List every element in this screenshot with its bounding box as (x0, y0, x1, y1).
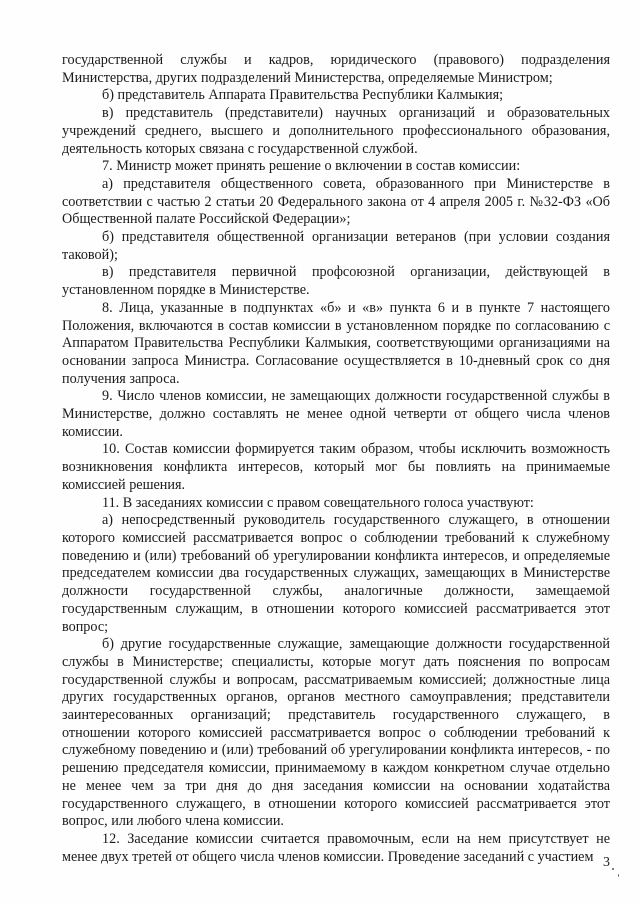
paragraph-8: 8. Лица, указанные в подпунктах «б» и «в» пункта 6 и в пункте 7 настоящего Положения, включаются в состав комиссии в установленном порядке по согласованию с Аппаратом Правительства Республики Калмыкия, соответствующими организациями на основании запроса Министра. Согласование осуществляется в 10-дневный срок со дня получения запроса. (62, 299, 610, 387)
paragraph-9: 9. Число членов комиссии, не замещающих должности государственной службы в Министерстве, должно составлять не менее одной четверти от общего числа членов комиссии. (62, 388, 610, 440)
paragraph-11b: б) другие государственные служащие, замещающие должности государственной службы в Министерстве; специалисты, которые могут дать пояснения по вопросам государственной службы и вопросам, рассматриваемым комиссией; должностные лица других государственных органов, органов местного самоуправления; представители заинтересованных организаций; представитель государственного служащего, в отношении которого комиссией рассматривается вопрос о соблюдении требований к служебному поведению и (или) требований об урегулировании конфликта интересов, - по решению председателя комиссии, принимаемому в каждом конкретном случае отдельно не менее чем за три дня до дня заседания комиссии на основании ходатайства государственного служащего, в отношении которого комиссией рассматривается этот вопрос, или любого члена комиссии. (62, 636, 610, 830)
page-number: 3 (603, 855, 610, 870)
paragraph-12: 12. Заседание комиссии считается правомочным, если на нем присутствует не менее двух третей от общего числа членов комиссии. Проведение заседаний с участием (62, 830, 610, 865)
paragraph-6v: в) представитель (представители) научных организаций и образовательных учреждений среднего, высшего и дополнительного профессионального образования, деятельность которых связана с государственной службой. (62, 105, 610, 157)
paragraph-7: 7. Министр может принять решение о включении в состав комиссии: (102, 158, 521, 175)
document-body (62, 52, 610, 866)
paragraph-10: 10. Состав комиссии формируется таким образом, чтобы исключить возможность возникновения конфликта интересов, который мог бы повлиять на принимаемые комиссией решения. (62, 441, 610, 493)
paragraph-11a: а) непосредственный руководитель государственного служащего, в отношении которого комиссией рассматривается вопрос о соблюдении требований к служебному поведению и (или) требований об урегулировании конфликта интересов, и определяемые председателем комиссии два государственных служащих, замещающих в Министерстве должности государственной службы, аналогичные должности, замещаемой государственным служащим, в отношении которого комиссией рассматривается этот вопрос; (62, 512, 610, 635)
paragraph-6b: б) представитель Аппарата Правительства Республики Калмыкия; (102, 87, 504, 104)
paragraph-continuation: государственной службы и кадров, юридического (правового) подразделения Министерства, других подразделений Министерства, определяемые Министром; (62, 52, 610, 86)
paragraph-7a: а) представителя общественного совета, образованного при Министерстве в соответствии с частью 2 статьи 20 Федерального закона от 4 апреля 2005 г. №32-ФЗ «Об Общественной палате Российской Федерации»; (62, 175, 610, 228)
scan-artifact (612, 868, 614, 870)
paragraph-11: 11. В заседаниях комиссии с правом совещательного голоса участвуют: (102, 494, 534, 511)
scan-artifact (618, 874, 619, 877)
paragraph-7v: в) представителя первичной профсоюзной организации, действующей в установленном порядке в Министерстве. (62, 264, 610, 299)
paragraph-7b: б) представителя общественной организации ветеранов (при условии создания таковой); (62, 229, 610, 263)
